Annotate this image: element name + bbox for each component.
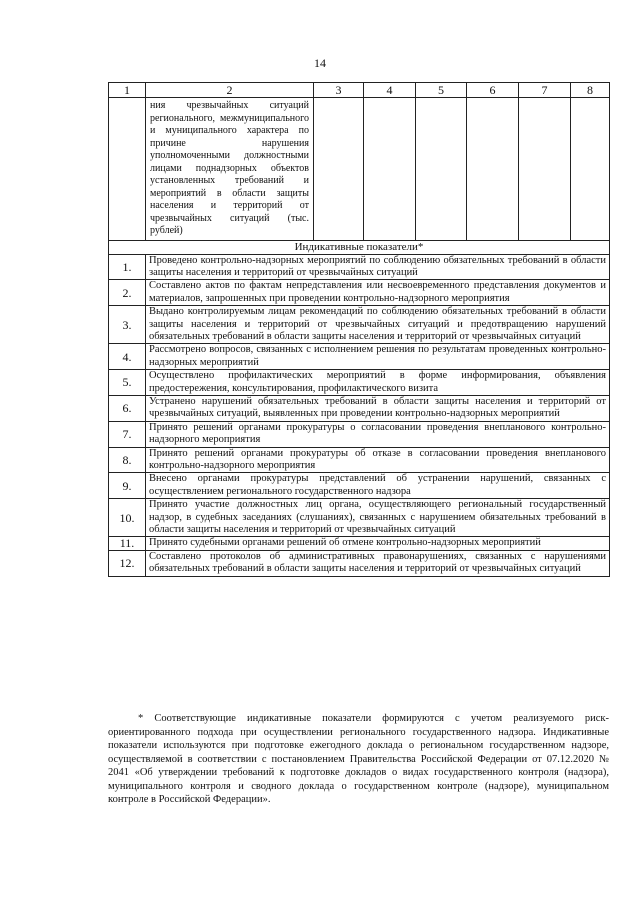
empty-cell [519, 98, 571, 241]
empty-cell [364, 98, 416, 241]
indicator-text: Устранено нарушений обязательных требований в области защиты населения и территорий от чрезвычайных ситуаций, выявленных при проведении контрольно-надзорных мероприятий [146, 395, 610, 421]
empty-cell [571, 98, 610, 241]
indicator-row [109, 344, 610, 370]
indicator-row [109, 280, 610, 306]
indicator-text: Принято судебными органами решений об отмене контрольно-надзорных мероприятий [146, 537, 610, 550]
indicator-row [109, 473, 610, 499]
column-header: 5 [416, 83, 467, 98]
indicator-number: 11. [109, 537, 146, 550]
indicators-table [108, 82, 610, 577]
indicator-row [109, 254, 610, 280]
indicator-row [109, 370, 610, 396]
column-header: 3 [314, 83, 364, 98]
indicator-text: Выдано контролируемым лицам рекомендаций по соблюдению обязательных требований в области защиты населения и территорий от чрезвычайных ситуаций и предотвращению нарушений обязательных требований в области защиты населения и территорий от чрезвычайных ситуаций [146, 306, 610, 344]
indicator-number: 1. [109, 254, 146, 280]
indicator-number: 6. [109, 395, 146, 421]
empty-cell [314, 98, 364, 241]
indicator-text: Составлено протоколов об административных правонарушениях, связанных с нарушениями обязательных требований в области защиты населения и территорий от чрезвычайных ситуаций [146, 550, 610, 576]
empty-cell [416, 98, 467, 241]
column-header: 4 [364, 83, 416, 98]
footnote-text: * Соответствующие индикативные показатели формируются с учетом реализуемого риск-ориентированного подхода при осуществлении регионального государственного надзора. Индикативные показатели используются при подготовке ежегодного доклада о региональном государственном надзоре, осуществляемой в соответствии с постановлением Правительства Российской Федерации от 07.12.2020 № 2041 «Об утверждении требований к подготовке докладов о видах государственного контроля (надзора), муниципального контроля и сводного доклада о государственном контроле (надзоре), муниципальном контроле в Российской Федерации». [108, 713, 609, 805]
indicator-number: 2. [109, 280, 146, 306]
indicator-number: 10. [109, 499, 146, 537]
indicator-row [109, 447, 610, 473]
empty-cell [467, 98, 519, 241]
column-header: 6 [467, 83, 519, 98]
indicator-number: 9. [109, 473, 146, 499]
indicator-number: 5. [109, 370, 146, 396]
empty-cell [109, 98, 146, 241]
indicator-row [109, 306, 610, 344]
continued-row-text: ния чрезвычайных ситуаций регионального, межмуниципального и муниципального характера по причине нарушения уполномоченными должностными лицами поднадзорных объектов установленных требований и мероприятий в области защиты населения и территорий от чрезвычайных ситуаций (тыс. рублей) [146, 98, 314, 241]
column-header-row [109, 83, 610, 98]
column-header: 7 [519, 83, 571, 98]
indicator-text: Осуществлено профилактических мероприятий в форме информирования, объявления предостережения, консультирования, профилактического визита [146, 370, 610, 396]
indicator-text: Принято решений органами прокуратуры о согласовании проведения внепланового контрольно-надзорного мероприятия [146, 421, 610, 447]
indicator-number: 7. [109, 421, 146, 447]
column-header: 8 [571, 83, 610, 98]
section-title: Индикативные показатели* [109, 240, 610, 254]
indicator-row [109, 537, 610, 550]
indicator-text: Принято участие должностных лиц органа, осуществляющего региональный государственный надзор, в судебных заседаниях (слушаниях), связанных с нарушением обязательных требований в области защиты населения и территорий от чрезвычайных ситуаций [146, 499, 610, 537]
indicator-text: Проведено контрольно-надзорных мероприятий по соблюдению обязательных требований в области защиты населения и территорий от чрезвычайных ситуаций [146, 254, 610, 280]
indicator-number: 8. [109, 447, 146, 473]
page-number: 14 [314, 56, 326, 70]
indicator-row [109, 395, 610, 421]
indicator-number: 3. [109, 306, 146, 344]
indicator-number: 4. [109, 344, 146, 370]
indicator-number: 12. [109, 550, 146, 576]
section-row [109, 240, 610, 254]
indicator-text: Принято решений органами прокуратуры об отказе в согласовании проведения внепланового контрольно-надзорного мероприятия [146, 447, 610, 473]
indicator-row [109, 421, 610, 447]
indicator-text: Составлено актов по фактам непредставления или несвоевременного представления документов и материалов, запрошенных при проведении контрольно-надзорного мероприятия [146, 280, 610, 306]
indicator-text: Внесено органами прокуратуры представлений об устранении нарушений, связанных с осуществлением регионального государственного надзора [146, 473, 610, 499]
continued-row [109, 98, 610, 241]
column-header: 2 [146, 83, 314, 98]
indicator-row [109, 499, 610, 537]
indicator-row [109, 550, 610, 576]
column-header: 1 [109, 83, 146, 98]
indicator-text: Рассмотрено вопросов, связанных с исполнением решения по результатам проведенных контрольно-надзорных мероприятий [146, 344, 610, 370]
footnote [108, 712, 609, 807]
